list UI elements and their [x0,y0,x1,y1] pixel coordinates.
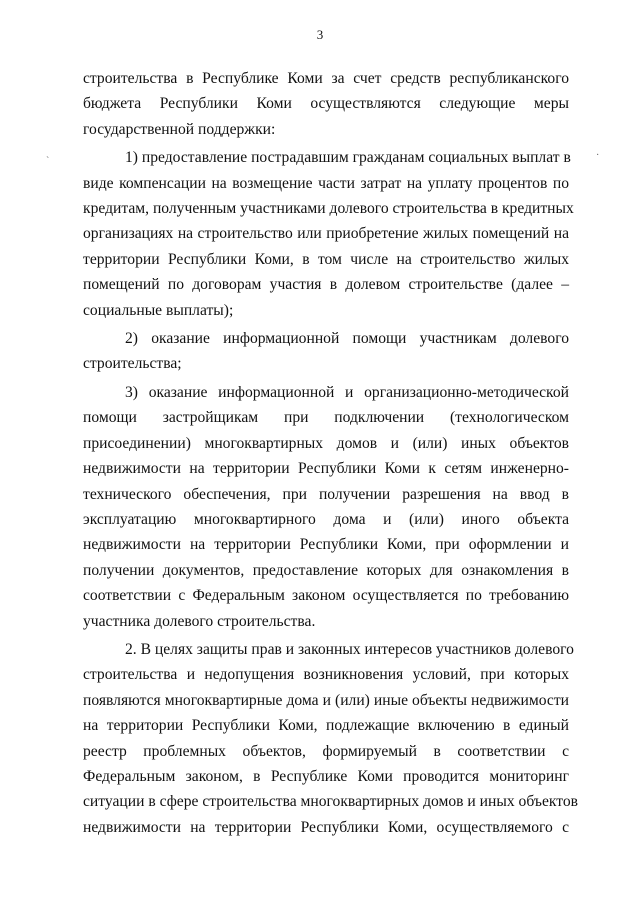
text-line: помещений по договорам участия в долевом строительстве (далее – [83,276,569,294]
text-line: появляются многоквартирные дома и (или) иные объекты недвижимости [83,691,569,709]
text-line: организациях на строительство или приобретение жилых помещений на [83,225,569,243]
paragraph-item-1 [83,145,574,323]
text-line: присоединении) многоквартирных домов и (или) иных объектов [83,434,569,452]
text-line: 2) оказание информационной помощи участникам долевого [125,330,569,348]
paragraph-item-3 [83,380,569,634]
scan-speck: · [596,150,600,161]
page-number: 3 [316,27,324,42]
text-line: помощи застройщикам при подключении (технологическом [83,409,569,427]
text-line: строительства и недопущения возникновения условий, при которых [83,666,569,684]
text-line: 2. В целях защиты прав и законных интересов участников долевого [125,640,574,658]
paragraph-continuation [83,66,569,142]
text-line: Федеральным законом, в Республике Коми проводится мониторинг [83,767,569,785]
text-line: ситуации в сфере строительства многоквартирных домов и иных объектов [83,793,579,811]
text-line: соответствии с Федеральным законом осуществляется по требованию [83,587,569,605]
text-line: строительства; [83,355,182,373]
text-line: недвижимости на территории Республики Коми, при оформлении и [83,536,569,554]
text-line: участника долевого строительства. [83,612,316,630]
text-line: кредитам, полученным участниками долевого строительства в кредитных [83,200,574,218]
paragraph-section-2 [83,637,579,840]
scan-speck: ` [46,156,50,167]
text-line: эксплуатацию многоквартирного дома и (или) иного объекта [83,510,569,528]
text-line: территории Республики Коми, в том числе на строительство жилых [83,250,569,268]
text-line: недвижимости на территории Республики Коми, осуществляемого с [83,818,569,836]
text-line: 3) оказание информационной и организационно-методической [125,383,569,401]
text-line: виде компенсации на возмещение части затрат на уплату процентов по [83,174,569,192]
text-line: на территории Республики Коми, подлежащие включению в единый [83,717,569,735]
text-line: получении документов, предоставление которых для ознакомления в [83,561,569,579]
text-line: 1) предоставление пострадавшим гражданам социальных выплат в [125,149,571,167]
text-line: технического обеспечения, при получении разрешения на ввод в [83,485,569,503]
text-line: бюджета Республики Коми осуществляются следующие меры [83,95,569,113]
text-line: государственной поддержки: [83,120,276,138]
text-line: социальные выплаты); [83,301,234,319]
text-line: строительства в Республике Коми за счет средств республиканского [83,70,569,87]
paragraph-item-2 [83,326,569,377]
document-body [83,66,579,840]
text-line: недвижимости на территории Республики Коми к сетям инженерно- [83,460,569,478]
text-line: реестр проблемных объектов, формируемый в соответствии с [83,742,569,760]
